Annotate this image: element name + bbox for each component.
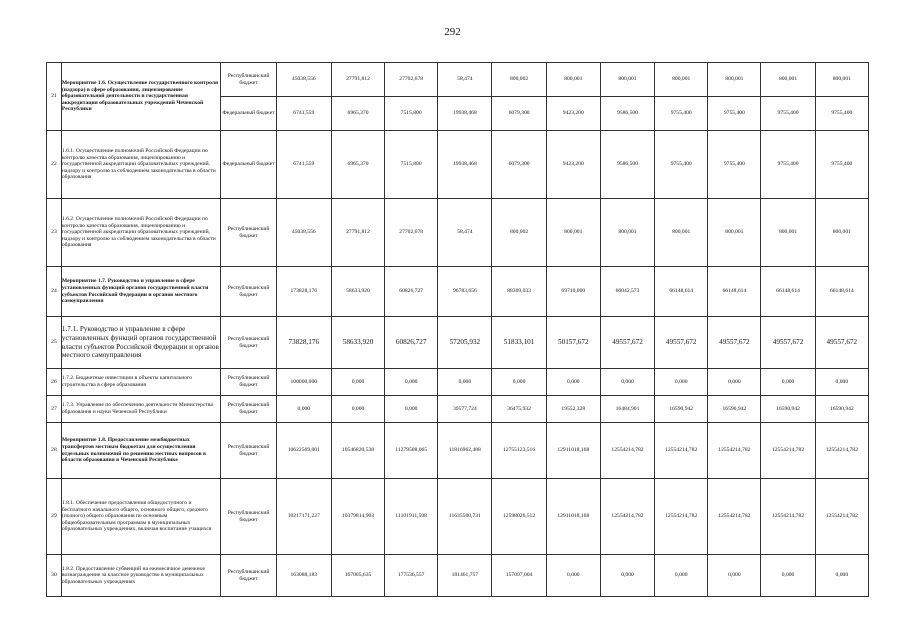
activity-description: 1.7.2. Бюджетные инвестиции в объекты капитального строительства в сфере образования — [61, 369, 221, 396]
table-row — [47, 267, 869, 317]
budget-value: 12554214,782 — [600, 423, 654, 479]
budget-value: 12554214,782 — [655, 423, 708, 479]
budget-value: 49557,672 — [600, 317, 654, 369]
budget-value: 49557,672 — [815, 317, 868, 369]
table-row — [47, 131, 869, 199]
budget-value: 0,000 — [655, 369, 708, 396]
budget-value: 0,000 — [546, 555, 600, 597]
budget-value: 58633,920 — [331, 317, 384, 369]
row-number: 21 — [47, 63, 62, 131]
row-number: 26 — [47, 369, 62, 396]
budget-value: 800,001 — [815, 199, 868, 267]
budget-value: 800,001 — [546, 63, 600, 97]
budget-value: 12554214,782 — [655, 479, 708, 555]
activity-description: 1.7.1. Руководство и управление в сфере установленных функций органов государственной власти субъектов Российской Федерации и органов местного самоуправления — [61, 317, 221, 369]
funding-source: Республиканский бюджет — [221, 199, 276, 267]
budget-value: 49557,672 — [655, 317, 708, 369]
budget-value: 12911018,168 — [546, 423, 600, 479]
budget-value: 800,001 — [761, 199, 815, 267]
funding-source: Федеральный бюджет — [221, 97, 276, 131]
funding-source: Республиканский бюджет — [221, 63, 276, 97]
row-number: 24 — [47, 267, 62, 317]
funding-source: Республиканский бюджет — [221, 479, 276, 555]
budget-value: 0,000 — [385, 396, 438, 423]
budget-value: 60826,727 — [385, 317, 438, 369]
table-row — [47, 317, 869, 369]
table-row — [47, 396, 869, 423]
budget-value: 11635500,731 — [438, 479, 492, 555]
budget-value: 66148,614 — [655, 267, 708, 317]
row-number: 27 — [47, 396, 62, 423]
budget-value: 51833,101 — [492, 317, 546, 369]
funding-source: Республиканский бюджет — [221, 267, 276, 317]
funding-source: Республиканский бюджет — [221, 555, 276, 597]
budget-value: 0,000 — [761, 555, 815, 597]
budget-value: 800,001 — [761, 63, 815, 97]
row-number: 30 — [47, 555, 62, 597]
budget-value: 0,000 — [331, 369, 384, 396]
budget-value: 66148,614 — [708, 267, 761, 317]
budget-value: 0,000 — [708, 555, 761, 597]
budget-value: 27791,812 — [331, 199, 384, 267]
budget-value: 181461,757 — [438, 555, 492, 597]
budget-value: 16484,901 — [600, 396, 654, 423]
budget-value: 19552,328 — [546, 396, 600, 423]
budget-value: 69710,000 — [546, 267, 600, 317]
table-row — [47, 423, 869, 479]
budget-value: 10217171,227 — [276, 479, 331, 555]
budget-value: 800,001 — [708, 199, 761, 267]
budget-value: 0,000 — [815, 369, 868, 396]
budget-value: 0,000 — [385, 369, 438, 396]
budget-value: 0,000 — [276, 396, 331, 423]
budget-value: 163088,183 — [276, 555, 331, 597]
table-row — [47, 555, 869, 597]
budget-value: 27791,812 — [331, 63, 384, 97]
row-number: 28 — [47, 423, 62, 479]
budget-value: 49557,672 — [761, 317, 815, 369]
funding-source: Республиканский бюджет — [221, 396, 276, 423]
budget-value: 173828,176 — [276, 267, 331, 317]
budget-value: 12755123,516 — [492, 423, 546, 479]
budget-value: 0,000 — [492, 369, 546, 396]
budget-value: 7515,800 — [385, 97, 438, 131]
budget-value: 6741,559 — [276, 97, 331, 131]
budget-value: 9423,200 — [546, 131, 600, 199]
budget-value: 12554214,782 — [815, 423, 868, 479]
budget-value: 9755,400 — [708, 131, 761, 199]
budget-value: 100000,000 — [276, 369, 331, 396]
activity-description: 1.7.3. Управление по обеспечению деятельности Министерства образования и науки Чеченской Республики — [61, 396, 221, 423]
budget-value: 12554214,782 — [761, 479, 815, 555]
budget-value: 12554214,782 — [815, 479, 868, 555]
budget-value: 6079,300 — [492, 131, 546, 199]
budget-value: 800,002 — [492, 199, 546, 267]
activity-description: Мероприятие 1.8. Предоставление межбюджетных трансфертов местным бюджетам для осуществления отдельных полномочий по решению местных вопросов в области образования в Чеченской Республике — [61, 423, 221, 479]
page-number: 292 — [444, 26, 461, 38]
budget-value: 16590,942 — [655, 396, 708, 423]
budget-value: 800,001 — [600, 199, 654, 267]
budget-value: 60826,727 — [385, 267, 438, 317]
budget-value: 9755,400 — [815, 131, 868, 199]
budget-value: 6741,559 — [276, 131, 331, 199]
budget-value: 10622569,001 — [276, 423, 331, 479]
budget-value: 0,000 — [708, 369, 761, 396]
budget-value: 10546820,538 — [331, 423, 384, 479]
budget-value: 9755,400 — [655, 97, 708, 131]
budget-value: 16590,942 — [815, 396, 868, 423]
budget-value: 6965,370 — [331, 97, 384, 131]
budget-value: 800,001 — [708, 63, 761, 97]
budget-value: 39577,724 — [438, 396, 492, 423]
budget-value: 9586,500 — [600, 131, 654, 199]
budget-value: 16590,942 — [761, 396, 815, 423]
budget-value: 800,001 — [655, 199, 708, 267]
budget-value: 12554214,782 — [708, 479, 761, 555]
activity-description: Мероприятие 1.7. Руководство и управление в сфере установленных функций органов государственной власти субъектов Российской Федерации и органов местного самоуправления — [61, 267, 221, 317]
row-number: 23 — [47, 199, 62, 267]
budget-value: 66148,614 — [815, 267, 868, 317]
budget-value: 12554214,782 — [600, 479, 654, 555]
budget-value: 45038,556 — [276, 63, 331, 97]
budget-value: 57205,932 — [438, 317, 492, 369]
budget-value: 27702,678 — [385, 199, 438, 267]
budget-value: 9755,400 — [761, 131, 815, 199]
budget-value: 9755,400 — [655, 131, 708, 199]
funding-source: Республиканский бюджет — [221, 317, 276, 369]
budget-value: 58,474 — [438, 199, 492, 267]
budget-value: 6079,300 — [492, 97, 546, 131]
funding-source: Республиканский бюджет — [221, 369, 276, 396]
row-number: 29 — [47, 479, 62, 555]
budget-value: 50157,672 — [546, 317, 600, 369]
budget-value: 12598026,512 — [492, 479, 546, 555]
activity-description: 1.8.1. Обеспечение предоставления общедоступного и бесплатного начального общего, основного общего, среднего (полного) общего образования по основным общеобразовательным программам в муниципальных образовательных учреждениях, включая воспитание учащихся — [61, 479, 221, 555]
budget-value: 800,001 — [600, 63, 654, 97]
activity-description: 1.6.2. Осуществление полномочий Российской Федерации по контролю качества образования, лицензированию и государственной аккредитации образовательных учреждений, надзору и контролю за соблюдением законодательства в области образования — [61, 199, 221, 267]
budget-value: 0,000 — [761, 369, 815, 396]
budget-value: 36475,932 — [492, 396, 546, 423]
activity-description: 1.8.2. Предоставление субвенций на ежемесячное денежное вознаграждение за классное руководство в муниципальных образовательных учреждениях — [61, 555, 221, 597]
budget-value: 800,001 — [655, 63, 708, 97]
budget-value: 11816962,488 — [438, 423, 492, 479]
table-row — [47, 63, 869, 97]
budget-value: 10379814,903 — [331, 479, 384, 555]
funding-source: Республиканский бюджет — [221, 423, 276, 479]
table-row — [47, 479, 869, 555]
budget-value: 12554214,782 — [708, 423, 761, 479]
budget-value: 19938,468 — [438, 97, 492, 131]
budget-value: 167005,635 — [331, 555, 384, 597]
budget-value: 9423,200 — [546, 97, 600, 131]
budget-value: 88309,033 — [492, 267, 546, 317]
table-row — [47, 199, 869, 267]
row-number: 25 — [47, 317, 62, 369]
budget-value: 45038,556 — [276, 199, 331, 267]
activity-description: Мероприятие 1.6. Осуществление государственного контроля (надзора) в сфере образования, лицензирование образовательной деятельности и государственная аккредитация образовательных учреждений Чеченской Республики — [61, 63, 221, 131]
budget-value: 800,002 — [492, 63, 546, 97]
budget-value: 800,001 — [546, 199, 600, 267]
budget-value: 49557,672 — [708, 317, 761, 369]
budget-value: 9755,400 — [708, 97, 761, 131]
budget-value: 800,001 — [815, 63, 868, 97]
budget-value: 0,000 — [815, 555, 868, 597]
budget-value: 9755,400 — [815, 97, 868, 131]
budget-value: 12554214,782 — [761, 423, 815, 479]
budget-value: 58633,920 — [331, 267, 384, 317]
budget-value: 12911018,168 — [546, 479, 600, 555]
budget-value: 7515,800 — [385, 131, 438, 199]
budget-value: 9586,500 — [600, 97, 654, 131]
budget-value: 0,000 — [655, 555, 708, 597]
budget-value: 27702,678 — [385, 63, 438, 97]
budget-value: 0,000 — [331, 396, 384, 423]
activity-description: 1.6.1. Осуществление полномочий Российской Федерации по контролю качества образования, лицензированию и государственной аккредитации образовательных учреждений, надзору и контролю за соблюдением законодательства в области образования — [61, 131, 221, 199]
funding-source: Федеральный бюджет — [221, 131, 276, 199]
budget-value: 16590,942 — [708, 396, 761, 423]
budget-value: 9755,400 — [761, 97, 815, 131]
budget-value: 19938,468 — [438, 131, 492, 199]
budget-value: 11101911,508 — [385, 479, 438, 555]
budget-value: 66148,614 — [761, 267, 815, 317]
budget-value: 157097,004 — [492, 555, 546, 597]
budget-value: 58,474 — [438, 63, 492, 97]
budget-value: 0,000 — [546, 369, 600, 396]
budget-value: 0,000 — [600, 555, 654, 597]
budget-value: 6965,370 — [331, 131, 384, 199]
budget-value: 177536,557 — [385, 555, 438, 597]
budget-value: 0,000 — [438, 369, 492, 396]
row-number: 22 — [47, 131, 62, 199]
budget-table — [46, 62, 869, 597]
table-row — [47, 369, 869, 396]
budget-value: 0,000 — [600, 369, 654, 396]
budget-value: 66042,573 — [600, 267, 654, 317]
budget-value: 73828,176 — [276, 317, 331, 369]
budget-value: 11279508,065 — [385, 423, 438, 479]
budget-value: 96783,656 — [438, 267, 492, 317]
